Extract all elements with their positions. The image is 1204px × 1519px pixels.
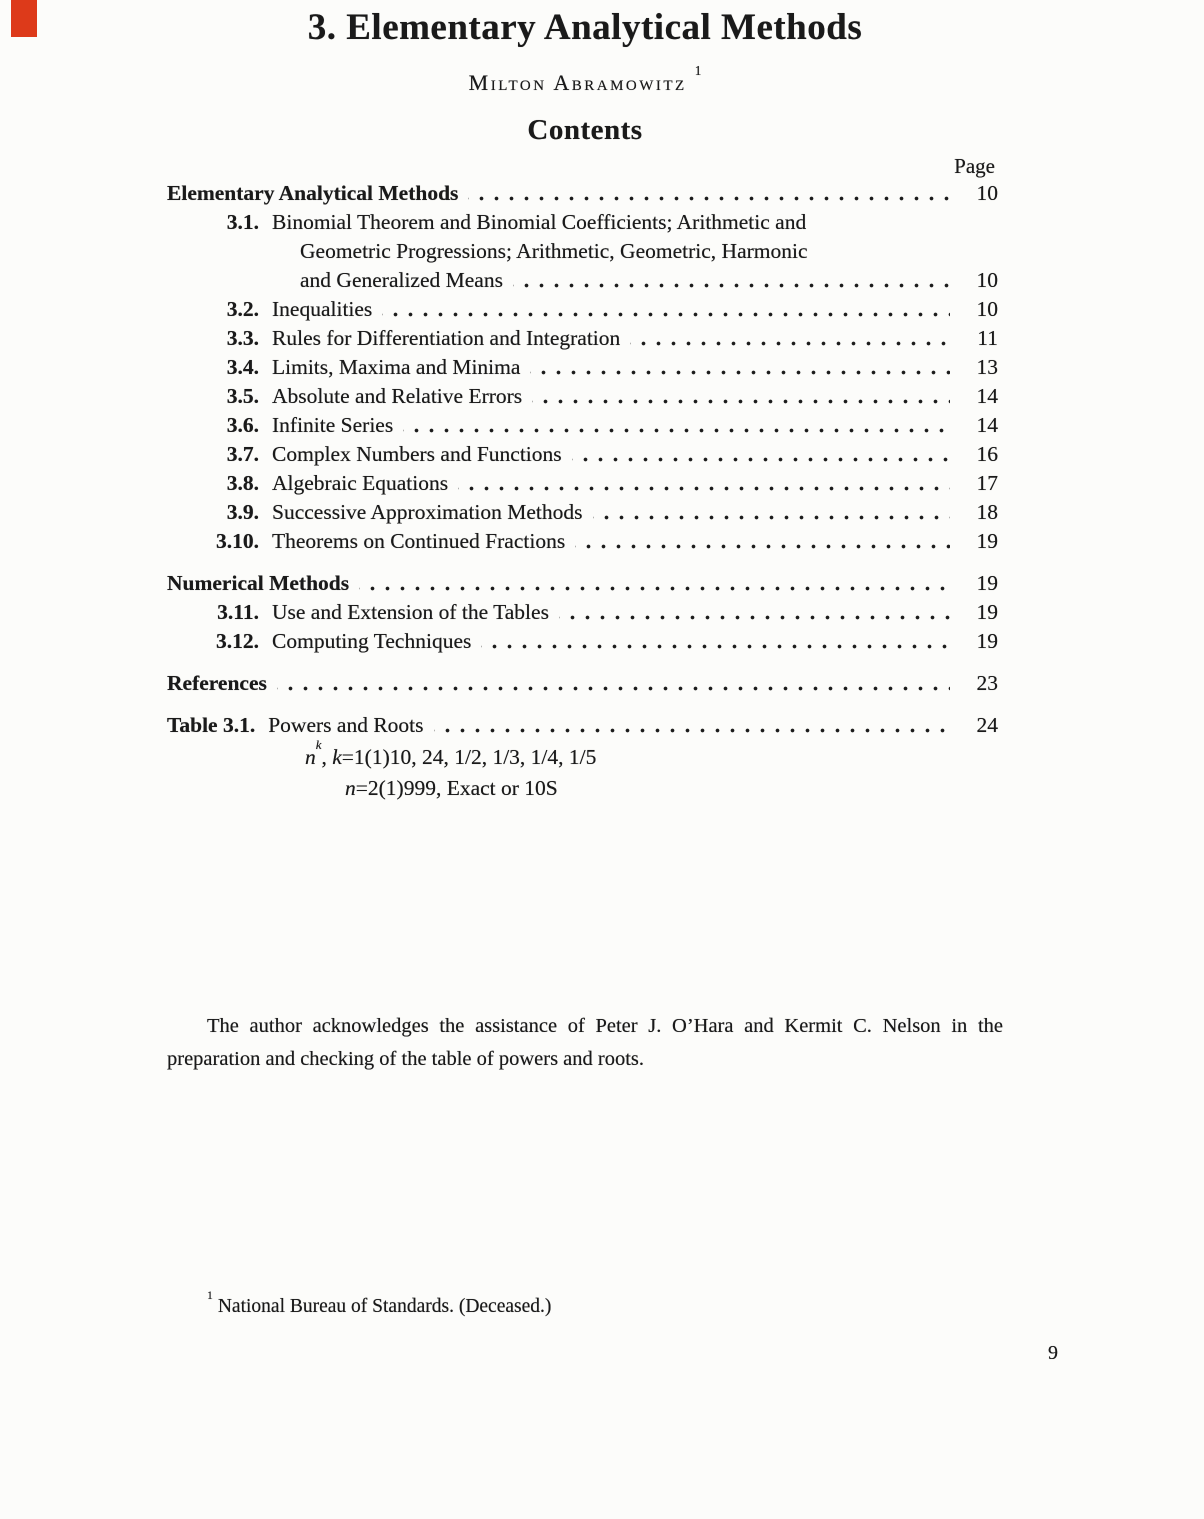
dot-leader [532,382,950,411]
toc-entry-number: 3.5. [226,384,259,408]
toc-entry-number: 3.4. [226,355,259,379]
toc-entry-page: 13 [976,355,998,379]
toc-entry-page: 11 [977,326,998,350]
toc-entry [167,382,1003,411]
dot-leader [559,598,950,627]
toc-entry [167,179,1003,208]
author-name: Milton Abramowitz [468,70,687,95]
toc-entry [167,411,1003,440]
toc-entry-title: Rules for Differentiation and Integration [272,326,621,350]
toc-entry-page: 19 [976,600,998,624]
toc-entry-page: 14 [976,384,998,408]
toc-entry-number: Table 3.1. [167,713,256,737]
toc-entry-title: and Generalized Means [300,268,503,292]
toc-entry-page: 16 [976,442,998,466]
toc-entry [167,711,1003,740]
toc-entry-title: Theorems on Continued Fractions [272,529,566,553]
toc-entry-page: 17 [976,471,998,495]
dot-leader [530,353,950,382]
dot-leader [403,411,950,440]
toc-entry-page: 19 [976,571,998,595]
toc-entry [167,669,1003,698]
toc-entry-title: References [167,671,267,695]
table-range-line-1: $n^k$, k=1(1)10, 24, 1/2, 1/3, 1/4, 1/5 [305,738,597,769]
page-column-label: Page [954,154,995,178]
toc-entry-page: 23 [976,671,998,695]
math-exponent-k: k [315,738,322,753]
toc-entry [167,208,1003,237]
contents-heading: Contents [527,114,643,146]
toc-entry-title: Limits, Maxima and Minima [272,355,521,379]
table-range-values: =1(1)10, 24, 1/2, 1/3, 1/4, 1/5 [341,745,597,769]
table-range-line-2 [345,773,1003,804]
dot-leader [481,627,950,656]
toc-entry-title: Infinite Series [272,413,394,437]
toc-entry-number: 3.1. [226,210,259,234]
toc-entry-title: Binomial Theorem and Binomial Coefficients; Arithmetic and [272,210,807,234]
toc-entry-title: Use and Extension of the Tables [272,600,549,624]
toc-entry [167,498,1003,527]
toc-entry-number: 3.9. [226,500,259,524]
toc-entry-title: Inequalities [272,297,373,321]
toc-entry-number: 3.7. [226,442,259,466]
toc-entry-number: 3.6. [226,413,259,437]
toc-entry-title: Absolute and Relative Errors [272,384,523,408]
dot-leader [277,669,950,698]
toc-entry-title: Geometric Progressions; Arithmetic, Geometric, Harmonic [300,239,808,263]
toc-entry [167,527,1003,556]
dot-leader [359,569,950,598]
toc-entry-title: Computing Techniques [272,629,472,653]
footnote-text: National Bureau of Standards. (Deceased.) [217,1296,552,1317]
toc-entry-page: 19 [976,629,998,653]
dot-leader [382,295,950,324]
toc-entry-page: 10 [976,268,998,292]
toc-entry [167,440,1003,469]
table-range-values: =2(1)999, Exact or 10S [355,776,558,800]
dot-leader [458,469,950,498]
toc-entry-page: 10 [976,181,998,205]
chapter-title: 3. Elementary Analytical Methods [307,7,863,48]
toc-entry-number: 3.12. [216,629,259,653]
toc-entry-continuation [167,266,1003,295]
toc-entry [167,469,1003,498]
toc-entry-page: 19 [976,529,998,553]
toc-entry-number: 3.3. [226,326,259,350]
toc-entry-title: Numerical Methods [167,571,350,595]
dot-leader [575,527,950,556]
math-var-n: n [305,745,316,769]
toc-entry-continuation [167,237,1003,266]
author-footnote-mark: 1 [694,63,702,79]
toc-entry-page: 18 [976,500,998,524]
dot-leader [513,266,950,295]
toc-entry-number: 3.10. [216,529,259,553]
math-var-k: k [332,745,342,769]
toc-entry [167,295,1003,324]
toc-entry-number: 3.11. [217,600,259,624]
toc-entry-title: Complex Numbers and Functions [272,442,562,466]
dot-leader [434,711,951,740]
footnote-mark: 1 [207,1288,213,1302]
acknowledgment-paragraph: The author acknowledges the assistance of Peter J. O’Hara and Kermit C. Nelson in the preparation and checking of the table of powers and roots. [167,1015,1003,1070]
page-number: 9 [1048,1342,1058,1364]
footnote [167,1288,1003,1319]
table-of-contents [167,179,1003,804]
toc-entry [167,353,1003,382]
toc-entry-title: Powers and Roots [268,713,424,737]
toc-entry-title: Algebraic Equations [272,471,449,495]
math-var-n: n [345,776,356,800]
toc-entry-page: 10 [976,297,998,321]
toc-entry-title: Elementary Analytical Methods [167,181,459,205]
dot-leader [630,324,950,353]
dot-leader [593,498,950,527]
toc-entry-number: 3.2. [226,297,259,321]
dot-leader [468,179,950,208]
dot-leader [572,440,950,469]
toc-entry-page: 14 [976,413,998,437]
toc-entry-number: 3.8. [226,471,259,495]
toc-entry-page: 24 [976,713,998,737]
toc-entry [167,598,1003,627]
scan-artifact-mark [11,0,37,37]
author-line [167,63,1003,96]
toc-entry-title: Successive Approximation Methods [272,500,583,524]
toc-entry [167,324,1003,353]
toc-entry [167,627,1003,656]
page-content [167,6,1003,804]
toc-entry [167,569,1003,598]
